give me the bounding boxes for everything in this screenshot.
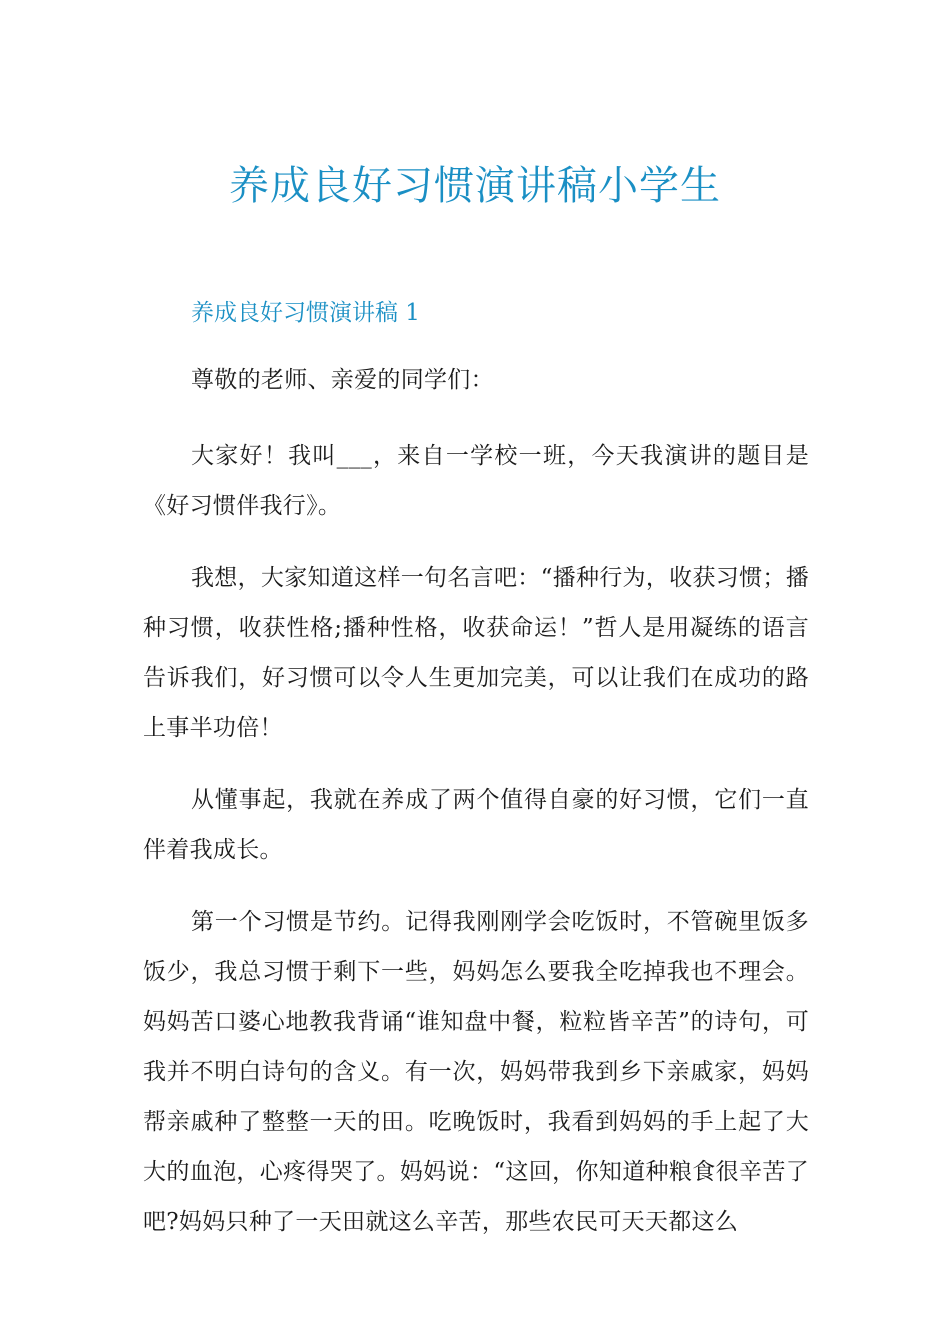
paragraph-habits: 从懂事起，我就在养成了两个值得自豪的好习惯，它们一直伴着我成长。	[143, 787, 809, 863]
document-title: 养成良好习惯演讲稿小学生	[229, 163, 721, 209]
paragraph-greeting: 尊敬的老师、亲爱的同学们：	[191, 367, 494, 393]
paragraph-introduction: 大家好！我叫___，来自一学校一班，今天我演讲的题目是《好习惯伴我行》。	[143, 443, 809, 519]
paragraph-thrift: 第一个习惯是节约。记得我刚刚学会吃饭时，不管碗里饭多饭少，我总习惯于剩下一些，妈妈怎么要我全吃掉我也不理会。妈妈苦口婆心地教我背诵“谁知盘中餐，粒粒皆辛苦”的诗句，可我并不明白诗句的含义。有一次，妈妈带我到乡下亲戚家，妈妈帮亲戚种了整整一天的田。吃晚饭时，我看到妈妈的手上起了大大的血泡，心疼得哭了。妈妈说：“这回，你知道种粮食很辛苦了吧?妈妈只种了一天田就这么辛苦，那些农民可天天都这么	[143, 909, 809, 1235]
paragraph-quote: 我想，大家知道这样一句名言吧：“播种行为，收获习惯；播种习惯，收获性格;播种性格，收获命运！”哲人是用凝练的语言告诉我们，好习惯可以令人生更加完美，可以让我们在成功的路上事半功倍！	[143, 565, 809, 741]
section-heading: 养成良好习惯演讲稿 1	[191, 300, 420, 326]
document-body	[143, 293, 809, 1269]
